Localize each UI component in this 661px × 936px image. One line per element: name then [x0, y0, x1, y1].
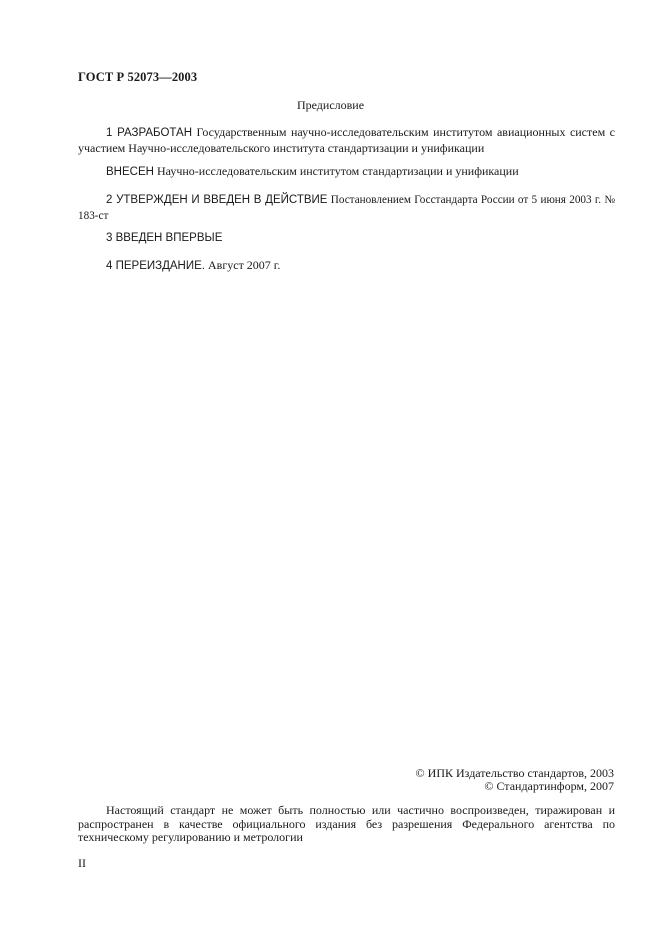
preface-item-text: Государственным научно-исследовательским институтом авиационных систем с участием Научно-исследовательского института стандартизации и унификации [78, 125, 615, 155]
preface-item-lead: 3 ВВЕДЕН ВПЕРВЫЕ [106, 232, 223, 244]
preface-item-developed [78, 125, 615, 156]
preface-item-lead: 4 ПЕРЕИЗДАНИЕ. [106, 260, 205, 272]
preface-item-lead: ВНЕСЕН [106, 166, 154, 178]
copyright-line-standartinform: © Стандартинформ, 2007 [484, 779, 614, 793]
copyright-block [416, 767, 614, 793]
preface-title: Предисловие [296, 98, 365, 112]
preface-item-submitted [78, 164, 615, 180]
preface-item-text: Научно-исследовательским институтом стандартизации и унификации [153, 164, 519, 178]
copyright-line-publisher: © ИПК Издательство стандартов, 2003 [415, 766, 614, 780]
reproduction-notice [78, 804, 615, 845]
preface-item-approved [78, 192, 615, 224]
preface-item-lead: 2 УТВЕРЖДЕН И ВВЕДЕН В ДЕЙСТВИЕ [106, 194, 328, 206]
preface-item-reissue [78, 258, 615, 274]
preface-item-text: Постановлением Госстандарта России от 5 июня 2003 г. № 183-ст [78, 194, 615, 222]
preface-item-text: Август 2007 г. [204, 258, 281, 272]
preface-item-lead: 1 РАЗРАБОТАН [106, 127, 193, 139]
page-number: II [78, 856, 86, 870]
preface-item-introduced [78, 230, 615, 246]
reproduction-notice-text: Настоящий стандарт не может быть полностью или частично воспроизведен, тиражирован и распространен в качестве официального издания без разрешения Федерального агентства по техническому регулированию и метрологии [78, 803, 615, 844]
document-code: ГОСТ Р 52073—2003 [78, 70, 198, 84]
